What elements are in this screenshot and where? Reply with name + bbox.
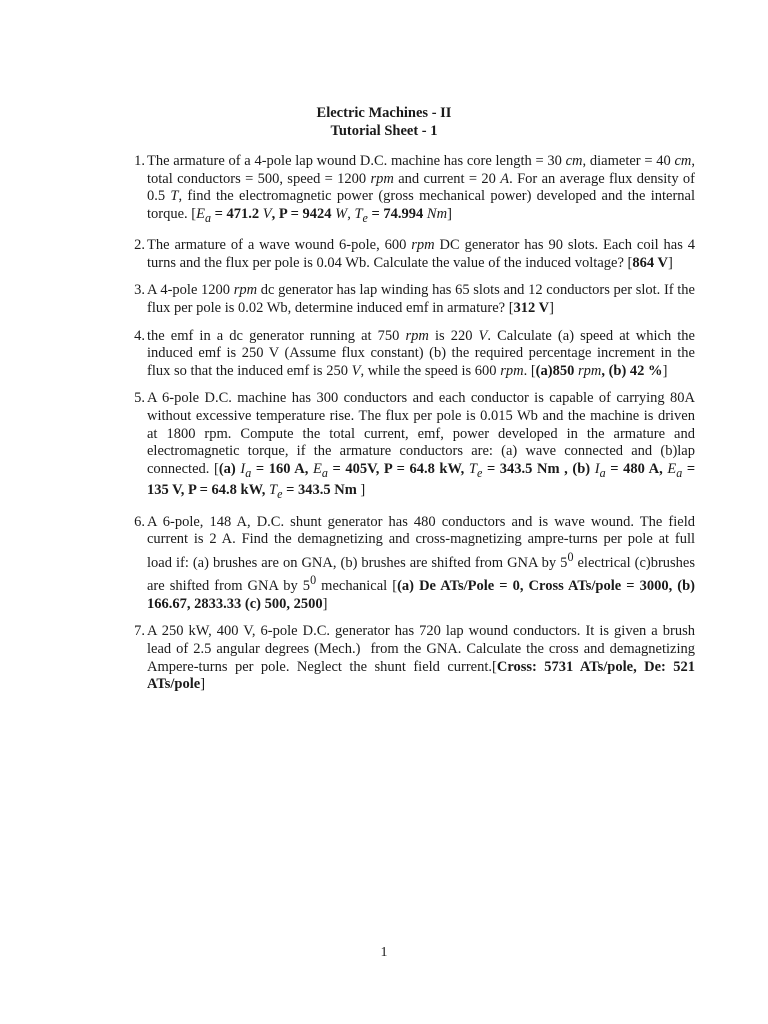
problem-item bbox=[0, 514, 768, 614]
document-title: Electric Machines - II bbox=[316, 105, 452, 121]
problem-number: 4. bbox=[134, 327, 145, 344]
problem-number: 2. bbox=[134, 237, 145, 254]
problem-text: A 6-pole D.C. machine has 300 conductors and each conductor is capable of carrying 80A without excessive temperature rise. The flux per pole is 0.015 Wb and the machine is driven at 1800 rpm. Compute the total current, emf, power developed in the armature and electromagnetic torque, if the armature conductors are: (a) wave connected and (b)lap connected. [(a) $I_a = 160$ A, $E_a = 405V$, P = 64.8 kW, $T_e = 343.5$ Nm , (b) $I_a = 480$ A, $E_a = 135$ V, P = 64.8 kW, $T_e = 343.5$ Nm ] bbox=[147, 390, 696, 502]
problem-item bbox=[0, 390, 768, 503]
problem-number: 1. bbox=[134, 153, 145, 169]
problem-text: A 6-pole, 148 A, D.C. shunt generator has 480 conductors and is wave wound. The field current is 2 A. Find the demagnetizing and cross-magnetizing ampre-turns per pole at full load if: (a) brushes are on GNA, (b) brushes are shifted from GNA by $5^0$ electrical (c)brushes are shifted from GNA by $5^0$ mechanical [(a) De ATs/Pole = 0, Cross ATs/pole = 3000, (b) 166.67, 2833.33 (c) 500, 2500] bbox=[147, 513, 696, 612]
problem-number: 7. bbox=[134, 623, 145, 640]
problem-item bbox=[0, 153, 768, 227]
problem-text: the emf in a dc generator running at 750 rpm is 220 V. Calculate (a) speed at which the induced emf is 250 V (Assume flux constant) (b) the required percentage increment in the flux so that the induced emf is 250 V, while the speed is 600 rpm. [(a)850 rpm, (b) 42 %] bbox=[147, 327, 695, 379]
problem-text: A 4-pole 1200 rpm dc generator has lap winding has 65 slots and 12 conductors per slot. If the flux per pole is 0.02 Wb, determine induced emf in armature? [312 V] bbox=[147, 282, 695, 317]
problem-text: The armature of a wave wound 6-pole, 600 rpm DC generator has 90 slots. Each coil has 4 turns and the flux per pole is 0.04 Wb. Calculate the value of the induced voltage? [864 V] bbox=[147, 237, 696, 271]
problem-number: 5. bbox=[134, 390, 145, 407]
page-number: 1 bbox=[380, 945, 388, 960]
problem-text: The armature of a 4-pole lap wound D.C. machine has core length = 30 cm, diameter = 40 cm, total conductors = 500, speed = 1200 rpm and current = 20 A. For an average flux density of 0.5 T, find the electromagnetic power (gross mechanical power) developed and the internal torque. [$E_a = 471.2$ V, P = 9424 W, $T_e = 74.994$ Nm] bbox=[147, 153, 696, 225]
problem-number: 6. bbox=[134, 513, 145, 530]
problem-item bbox=[0, 237, 768, 272]
problem-item bbox=[0, 328, 768, 381]
problem-number: 3. bbox=[134, 282, 145, 299]
problem-item bbox=[0, 282, 768, 317]
problem-list bbox=[0, 153, 768, 704]
problem-item bbox=[0, 623, 768, 693]
problem-text: A 250 kW, 400 V, 6-pole D.C. generator has 720 lap wound conductors. It is given a brush lead of 2.5 angular degrees (Mech.) from the GNA. Calculate the cross and demagnetizing Ampere-turns per pole. Neglect the shunt field current.[Cross: 5731 ATs/pole, De: 521 ATs/pole] bbox=[147, 623, 696, 693]
document-subtitle: Tutorial Sheet - 1 bbox=[330, 123, 438, 139]
